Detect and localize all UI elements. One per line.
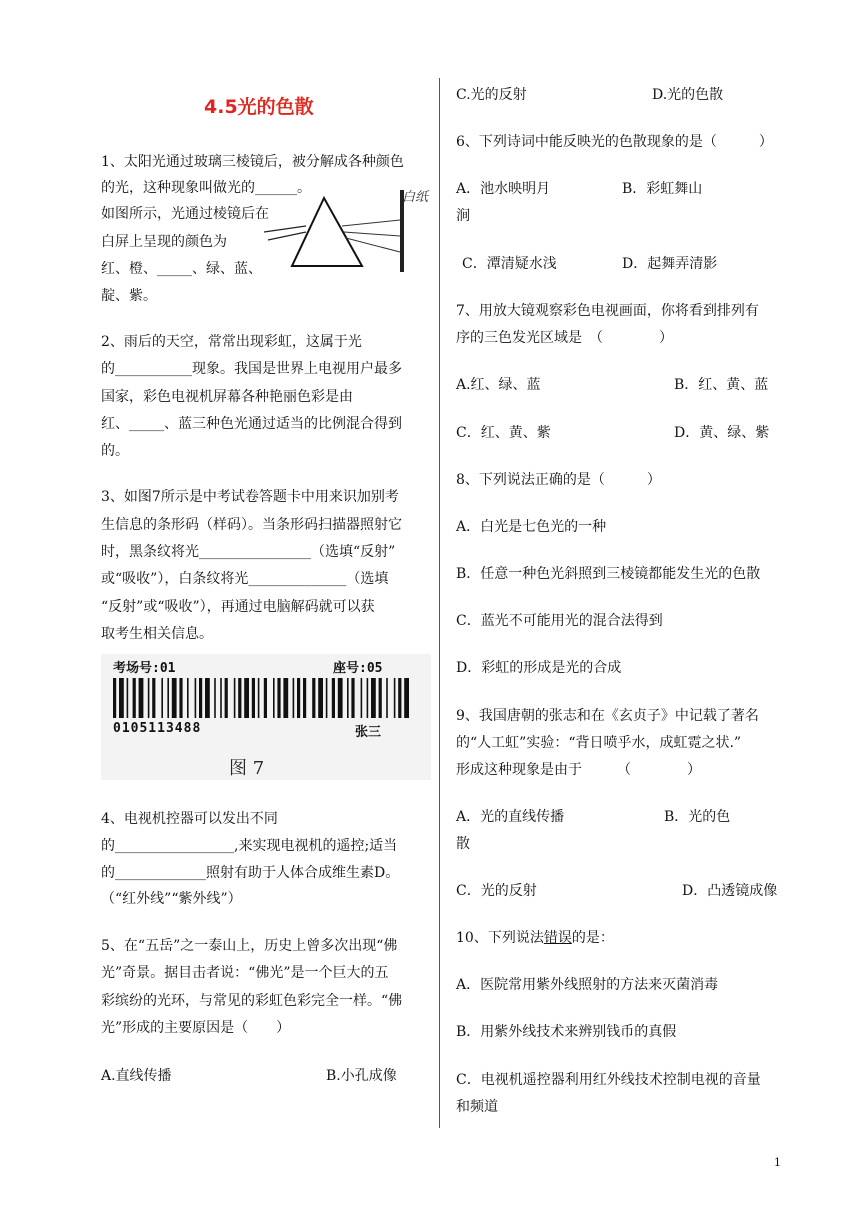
q10-option-c-cont: 和频道: [456, 1099, 498, 1115]
q4-line-2: 的_________________,来实现电视机的遥控;适当: [101, 838, 398, 854]
barcode-figure: [101, 654, 431, 780]
page-title: 4.5光的色散: [204, 96, 314, 118]
q10-stem-pre: 10、下列说法: [456, 930, 544, 946]
barcode-stripe: [214, 678, 216, 718]
barcode-stripe: [152, 678, 155, 718]
q6-option-a: A．池水映明月: [456, 181, 551, 197]
barcode-stripe: [225, 678, 228, 718]
barcode-stripe: [312, 678, 315, 718]
q2-line-1: 2、雨后的天空，常常出现彩虹，这属于光: [101, 334, 362, 350]
q7-option-d: D．黄、绿、紫: [674, 425, 770, 441]
q10-stem-emphasis: 错误: [543, 930, 572, 946]
page-number: 1: [774, 1156, 781, 1169]
q5-option-a: A.直线传播: [101, 1068, 172, 1084]
barcode-stripe: [195, 678, 197, 718]
q7-line-2: 序的三色发光区域是 （ ）: [456, 330, 673, 346]
q5-option-d: D.光的色散: [652, 87, 724, 103]
q7-option-b: B．红、黄、蓝: [674, 377, 769, 393]
barcode-stripe: [167, 678, 169, 718]
q1-line-5: 红、橙、_____、绿、蓝、: [101, 261, 262, 277]
prism-triangle: [292, 198, 362, 266]
q4-line-3: 的_____________照射有助于人体合成维生素D。: [101, 865, 400, 881]
barcode-stripe: [361, 678, 363, 718]
barcode-stripe: [127, 678, 129, 718]
barcode-stripe: [303, 678, 306, 718]
q1-line-2: 的光，这种现象叫做光的______。: [101, 180, 311, 196]
barcode-stripe: [148, 678, 150, 718]
barcode-stripe: [273, 678, 275, 718]
q6-stem: 6、下列诗词中能反映光的色散现象的是（ ）: [456, 134, 773, 150]
q6-option-b: B．彩虹舞山: [622, 181, 703, 197]
q3-line-1: 3、如图7所示是中考试卷答题卡中用来识加别考: [101, 489, 399, 505]
barcode-stripe: [234, 678, 236, 718]
q1-line-1: 1、太阳光通过玻璃三棱镜后，被分解成各种颜色: [101, 154, 404, 170]
q9-line-3: 形成这种现象是由于 （ ）: [456, 762, 701, 778]
barcode-stripe: [172, 678, 177, 718]
dispersed-ray: [342, 220, 400, 226]
q9-option-a: A．光的直线传播: [456, 809, 565, 825]
q10-option-a: A．医院常用紫外线照射的方法来灭菌消毒: [456, 977, 719, 993]
q8-option-a: A．白光是七色光的一种: [456, 519, 607, 535]
q5-line-2: 光”奇景。据目击者说：“佛光”是一个巨大的五: [101, 965, 389, 981]
barcode-stripe: [252, 678, 255, 718]
q10-option-c: C．电视机遥控器利用红外线技术控制电视的音量: [456, 1072, 761, 1088]
q8-option-b: B．任意一种色光斜照到三棱镜都能发生光的色散: [456, 566, 761, 582]
barcode-stripe: [179, 678, 182, 718]
q5-option-b: B.小孔成像: [326, 1068, 397, 1084]
barcode-stripe: [367, 678, 369, 718]
barcode-stripe: [326, 678, 328, 718]
q6-option-c: C．潭清疑水浅: [462, 256, 557, 272]
q6-option-b-cont: 涧: [456, 208, 470, 224]
q9-option-c: C．光的反射: [456, 883, 537, 899]
barcode-stripe: [404, 678, 409, 718]
barcode-stripe: [293, 678, 295, 718]
barcode-stripe: [398, 678, 401, 718]
screen-label: 白纸: [402, 190, 429, 205]
barcode-stripe: [264, 678, 267, 718]
exam-room-label: 考场号:01: [113, 661, 176, 676]
q10-stem-post: 的是：: [571, 930, 614, 946]
barcode-stripe: [139, 678, 144, 718]
barcode-stripe: [338, 678, 343, 718]
q8-option-c: C．蓝光不可能用光的混合法得到: [456, 613, 663, 629]
barcode-stripe: [283, 678, 288, 718]
barcode-stripe: [119, 678, 124, 718]
q3-line-5: “反射”或“吸收”），再通过电脑解码就可以获: [101, 599, 375, 615]
barcode-stripe: [161, 678, 163, 718]
barcode-stripe: [318, 678, 323, 718]
q5-line-4: 光”形成的主要原因是（ ）: [101, 1020, 291, 1036]
barcode-stripe: [297, 678, 300, 718]
incident-ray: [268, 232, 306, 240]
q5-line-1: 5、在“五岳”之一泰山上，历史上曾多次出现“佛: [101, 938, 398, 954]
q4-line-4: （“红外线”“紫外线”）: [101, 891, 242, 907]
barcode-stripe: [113, 678, 116, 718]
q10-option-b: B．用紫外线技术来辨别钱币的真假: [456, 1024, 677, 1040]
q5-line-3: 彩缤纷的光环，与常见的彩虹色彩完全一样。“佛: [101, 993, 403, 1009]
q9-line-1: 9、我国唐朝的张志和在《玄贞子》中记载了著名: [456, 708, 759, 724]
q2-line-2: 的___________现象。我国是世界上电视用户最多: [101, 361, 402, 377]
barcode-stripe: [244, 678, 249, 718]
q3-line-3: 时，黑条纹将光________________（选填“反射”: [101, 544, 396, 560]
barcode-stripe: [351, 678, 354, 718]
q5-option-c: C.光的反射: [456, 87, 527, 103]
q3-line-4: 或“吸收”），白条纹将光______________（选填: [101, 571, 389, 587]
q10-stem: [456, 927, 614, 947]
barcode-stripe: [258, 678, 260, 718]
q2-line-5: 的。: [101, 443, 129, 459]
barcode-stripe: [371, 678, 376, 718]
barcode-stripe: [205, 678, 210, 718]
q1-line-4: 白屏上呈现的颜色为: [101, 234, 227, 250]
barcode-stripe: [220, 678, 222, 718]
seat-label: 座号:05: [333, 661, 383, 676]
q8-option-d: D．彩虹的形成是光的合成: [456, 660, 622, 676]
q9-option-b: B．光的色: [664, 809, 731, 825]
q1-line-6: 靛、紫。: [101, 288, 157, 304]
dispersed-ray: [344, 232, 400, 236]
barcode-name: 张三: [355, 725, 382, 740]
q7-line-1: 7、用放大镜观察彩色电视画面，你将看到排列有: [456, 303, 759, 319]
barcode-stripe: [133, 678, 136, 718]
barcode-stripe: [386, 678, 388, 718]
q9-option-b-cont: 散: [456, 836, 470, 852]
barcode-stripe: [347, 678, 349, 718]
barcode-stripe: [379, 678, 382, 718]
q2-line-4: 红、_____、蓝三种色光通过适当的比例混合得到: [101, 416, 402, 432]
barcode-stripe: [332, 678, 335, 718]
q3-line-6: 取考生相关信息。: [101, 626, 213, 642]
q7-option-a: A.红、绿、蓝: [456, 377, 541, 393]
barcode-stripe: [238, 678, 241, 718]
q1-line-3: 如图所示，光通过棱镜后在: [101, 206, 269, 222]
q7-option-c: C．红、黄、紫: [456, 425, 551, 441]
barcode-stripe: [394, 678, 396, 718]
q4-line-1: 4、电视机控器可以发出不同: [101, 811, 278, 827]
q8-stem: 8、下列说法正确的是（ ）: [456, 472, 661, 488]
barcode-stripe: [199, 678, 202, 718]
barcode-number: 0105113488: [113, 721, 202, 736]
figure-caption: 图 7: [229, 758, 265, 779]
incident-ray: [264, 226, 306, 232]
q2-line-3: 国家，彩色电视机屏幕各种艳丽色彩是由: [101, 389, 353, 405]
q3-line-2: 生信息的条形码（样码）。当条形码扫描器照射它: [101, 517, 402, 533]
q6-option-d: D．起舞弄清影: [622, 256, 718, 272]
barcode-stripe: [187, 678, 189, 718]
barcode-bars: [111, 678, 411, 718]
q9-option-d: D．凸透镜成像: [682, 883, 778, 899]
barcode-stripe: [277, 678, 280, 718]
q9-line-2: 的“人工虹”实验：“背日喷乎水，成虹霓之状.”: [456, 735, 742, 751]
